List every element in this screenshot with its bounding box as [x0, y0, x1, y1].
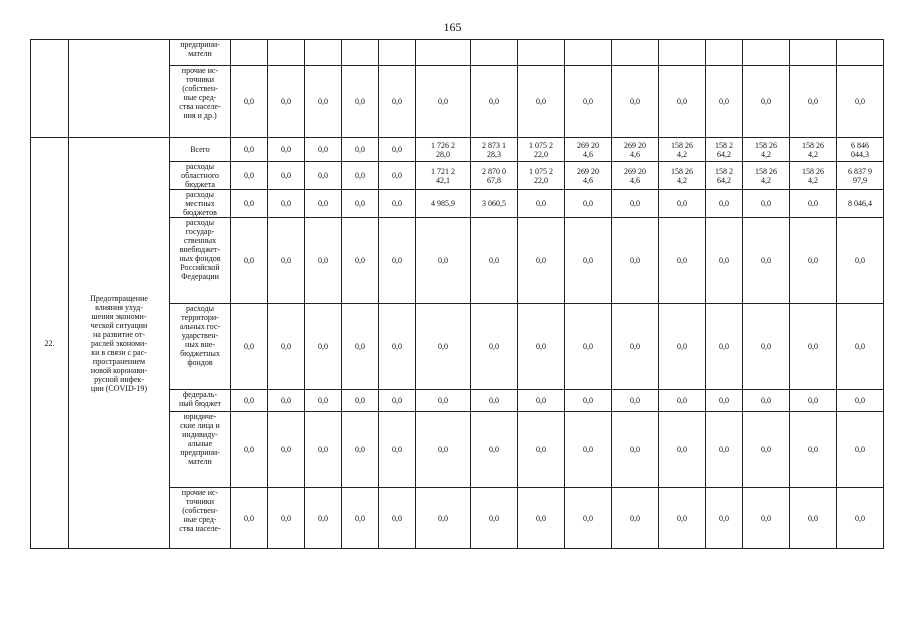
- row-number-cell: [31, 40, 69, 138]
- value-cell: 0,0: [416, 390, 471, 412]
- value-cell: 0,0: [565, 412, 612, 488]
- value-cell: 0,0: [518, 390, 565, 412]
- value-cell: 0,0: [268, 218, 305, 304]
- value-cell: 0,0: [565, 304, 612, 390]
- value-cell: 0,0: [565, 488, 612, 549]
- value-cell: 0,0: [231, 138, 268, 162]
- value-cell: 0,0: [565, 190, 612, 218]
- value-cell: 0,0: [471, 218, 518, 304]
- value-cell: 0,0: [743, 190, 790, 218]
- value-cell: 0,0: [305, 162, 342, 190]
- value-cell: 0,0: [342, 412, 379, 488]
- value-cell: [706, 40, 743, 66]
- value-cell: 0,0: [471, 66, 518, 138]
- value-cell: [379, 40, 416, 66]
- value-cell: 158 26 4,2: [743, 138, 790, 162]
- value-cell: 0,0: [342, 304, 379, 390]
- value-cell: [305, 40, 342, 66]
- value-cell: 0,0: [379, 190, 416, 218]
- value-cell: 0,0: [379, 66, 416, 138]
- value-cell: 0,0: [659, 66, 706, 138]
- value-cell: 0,0: [612, 190, 659, 218]
- value-cell: 0,0: [342, 218, 379, 304]
- value-cell: [837, 40, 884, 66]
- value-cell: 158 2 64,2: [706, 138, 743, 162]
- value-cell: 0,0: [305, 66, 342, 138]
- value-cell: 2 873 1 28,3: [471, 138, 518, 162]
- value-cell: [743, 40, 790, 66]
- value-cell: 0,0: [612, 390, 659, 412]
- value-cell: 0,0: [837, 488, 884, 549]
- value-cell: 0,0: [379, 390, 416, 412]
- funding-source-cell: Всего: [170, 138, 231, 162]
- value-cell: 0,0: [268, 412, 305, 488]
- value-cell: 0,0: [790, 218, 837, 304]
- funding-source-cell: прочие ис- точники (собствен- ные сред- ства населе-: [170, 488, 231, 549]
- value-cell: 0,0: [416, 66, 471, 138]
- value-cell: 0,0: [342, 390, 379, 412]
- value-cell: 0,0: [231, 488, 268, 549]
- value-cell: 6 846 044,3: [837, 138, 884, 162]
- value-cell: 0,0: [837, 412, 884, 488]
- value-cell: [342, 40, 379, 66]
- value-cell: 0,0: [518, 190, 565, 218]
- value-cell: 269 20 4,6: [612, 162, 659, 190]
- value-cell: 0,0: [518, 218, 565, 304]
- value-cell: 0,0: [612, 488, 659, 549]
- value-cell: 0,0: [231, 190, 268, 218]
- value-cell: 0,0: [518, 66, 565, 138]
- value-cell: 0,0: [659, 218, 706, 304]
- value-cell: 0,0: [268, 66, 305, 138]
- value-cell: 269 20 4,6: [565, 138, 612, 162]
- value-cell: 0,0: [706, 390, 743, 412]
- value-cell: 0,0: [743, 412, 790, 488]
- funding-source-cell: расходы территори- альных гос- ударствен- ных вне- бюджетных фондов: [170, 304, 231, 390]
- value-cell: 0,0: [612, 218, 659, 304]
- funding-source-cell: юридиче- ские лица и индивиду- альные предприни- матели: [170, 412, 231, 488]
- value-cell: 0,0: [305, 390, 342, 412]
- value-cell: 158 26 4,2: [743, 162, 790, 190]
- value-cell: [416, 40, 471, 66]
- value-cell: 0,0: [743, 66, 790, 138]
- value-cell: 158 26 4,2: [659, 162, 706, 190]
- item-name-cell: Предотвращение влияния ухуд- шения экономи- ческой ситуации на развитие от- раслей экономи- ки в связи с рас- пространением новой коронави- русной инфек- ции (COVID-19): [69, 138, 170, 549]
- value-cell: 0,0: [379, 162, 416, 190]
- value-cell: 0,0: [837, 66, 884, 138]
- value-cell: [268, 40, 305, 66]
- value-cell: 6 837 9 97,9: [837, 162, 884, 190]
- value-cell: 0,0: [565, 218, 612, 304]
- value-cell: 1 721 2 42,1: [416, 162, 471, 190]
- value-cell: 0,0: [706, 488, 743, 549]
- value-cell: [565, 40, 612, 66]
- value-cell: 0,0: [659, 412, 706, 488]
- value-cell: 0,0: [268, 162, 305, 190]
- funding-source-cell: федераль- ный бюджет: [170, 390, 231, 412]
- value-cell: 0,0: [342, 138, 379, 162]
- value-cell: 0,0: [706, 412, 743, 488]
- value-cell: 0,0: [471, 488, 518, 549]
- value-cell: 269 20 4,6: [565, 162, 612, 190]
- funding-source-cell: прочие ис- точники (собствен- ные сред- ства населе- ния и др.): [170, 66, 231, 138]
- value-cell: 0,0: [231, 304, 268, 390]
- page-number: 165: [443, 20, 462, 34]
- value-cell: 0,0: [416, 488, 471, 549]
- value-cell: 0,0: [743, 304, 790, 390]
- value-cell: 0,0: [231, 66, 268, 138]
- value-cell: [790, 40, 837, 66]
- value-cell: 0,0: [706, 190, 743, 218]
- value-cell: 3 060,5: [471, 190, 518, 218]
- value-cell: [231, 40, 268, 66]
- value-cell: 0,0: [231, 218, 268, 304]
- value-cell: 0,0: [268, 304, 305, 390]
- value-cell: 0,0: [790, 190, 837, 218]
- value-cell: 0,0: [268, 488, 305, 549]
- value-cell: 1 075 2 22,0: [518, 138, 565, 162]
- funding-source-cell: расходы областного бюджета: [170, 162, 231, 190]
- value-cell: [471, 40, 518, 66]
- value-cell: 0,0: [659, 190, 706, 218]
- funding-source-cell: расходы местных бюджетов: [170, 190, 231, 218]
- value-cell: [659, 40, 706, 66]
- value-cell: 0,0: [231, 390, 268, 412]
- value-cell: 0,0: [379, 304, 416, 390]
- value-cell: 0,0: [518, 412, 565, 488]
- value-cell: 0,0: [305, 412, 342, 488]
- value-cell: 0,0: [379, 218, 416, 304]
- value-cell: 0,0: [837, 390, 884, 412]
- value-cell: 0,0: [305, 304, 342, 390]
- value-cell: 0,0: [790, 304, 837, 390]
- value-cell: 158 26 4,2: [790, 138, 837, 162]
- value-cell: 0,0: [659, 304, 706, 390]
- value-cell: 4 985,9: [416, 190, 471, 218]
- value-cell: 0,0: [268, 190, 305, 218]
- value-cell: 0,0: [231, 162, 268, 190]
- value-cell: 0,0: [837, 218, 884, 304]
- value-cell: 0,0: [471, 390, 518, 412]
- value-cell: 0,0: [305, 218, 342, 304]
- value-cell: 0,0: [518, 304, 565, 390]
- value-cell: 0,0: [659, 488, 706, 549]
- budget-table: [30, 39, 884, 549]
- value-cell: 0,0: [612, 304, 659, 390]
- value-cell: 0,0: [518, 488, 565, 549]
- value-cell: 0,0: [706, 304, 743, 390]
- value-cell: 0,0: [305, 190, 342, 218]
- funding-source-cell: расходы государ- ственных внебюджет- ных фондов Российской Федерации: [170, 218, 231, 304]
- value-cell: 0,0: [416, 412, 471, 488]
- value-cell: 0,0: [565, 66, 612, 138]
- value-cell: 0,0: [743, 218, 790, 304]
- funding-source-cell: предприни- матели: [170, 40, 231, 66]
- value-cell: 0,0: [837, 304, 884, 390]
- value-cell: [612, 40, 659, 66]
- value-cell: 0,0: [268, 138, 305, 162]
- row-number-cell: 22.: [31, 138, 69, 549]
- value-cell: 0,0: [342, 488, 379, 549]
- value-cell: 0,0: [342, 66, 379, 138]
- item-name-cell: [69, 40, 170, 138]
- value-cell: 0,0: [471, 412, 518, 488]
- value-cell: 0,0: [379, 488, 416, 549]
- value-cell: [518, 40, 565, 66]
- value-cell: 0,0: [379, 412, 416, 488]
- value-cell: 0,0: [790, 390, 837, 412]
- value-cell: 0,0: [659, 390, 706, 412]
- value-cell: 8 046,4: [837, 190, 884, 218]
- value-cell: 0,0: [565, 390, 612, 412]
- value-cell: 0,0: [743, 390, 790, 412]
- value-cell: 1 726 2 28,0: [416, 138, 471, 162]
- value-cell: 269 20 4,6: [612, 138, 659, 162]
- value-cell: 0,0: [706, 218, 743, 304]
- value-cell: 158 26 4,2: [790, 162, 837, 190]
- value-cell: 0,0: [612, 66, 659, 138]
- value-cell: 0,0: [305, 488, 342, 549]
- value-cell: 1 075 2 22,0: [518, 162, 565, 190]
- value-cell: 0,0: [471, 304, 518, 390]
- value-cell: 0,0: [612, 412, 659, 488]
- value-cell: 0,0: [743, 488, 790, 549]
- table-row: [31, 138, 884, 162]
- table-row: [31, 40, 884, 66]
- value-cell: 2 870 0 67,8: [471, 162, 518, 190]
- value-cell: 0,0: [706, 66, 743, 138]
- value-cell: 158 26 4,2: [659, 138, 706, 162]
- value-cell: 0,0: [790, 412, 837, 488]
- value-cell: 0,0: [231, 412, 268, 488]
- value-cell: 0,0: [305, 138, 342, 162]
- value-cell: 0,0: [268, 390, 305, 412]
- value-cell: 0,0: [379, 138, 416, 162]
- value-cell: 0,0: [790, 488, 837, 549]
- value-cell: 0,0: [342, 162, 379, 190]
- value-cell: 0,0: [342, 190, 379, 218]
- value-cell: 158 2 64,2: [706, 162, 743, 190]
- value-cell: 0,0: [790, 66, 837, 138]
- value-cell: 0,0: [416, 304, 471, 390]
- value-cell: 0,0: [416, 218, 471, 304]
